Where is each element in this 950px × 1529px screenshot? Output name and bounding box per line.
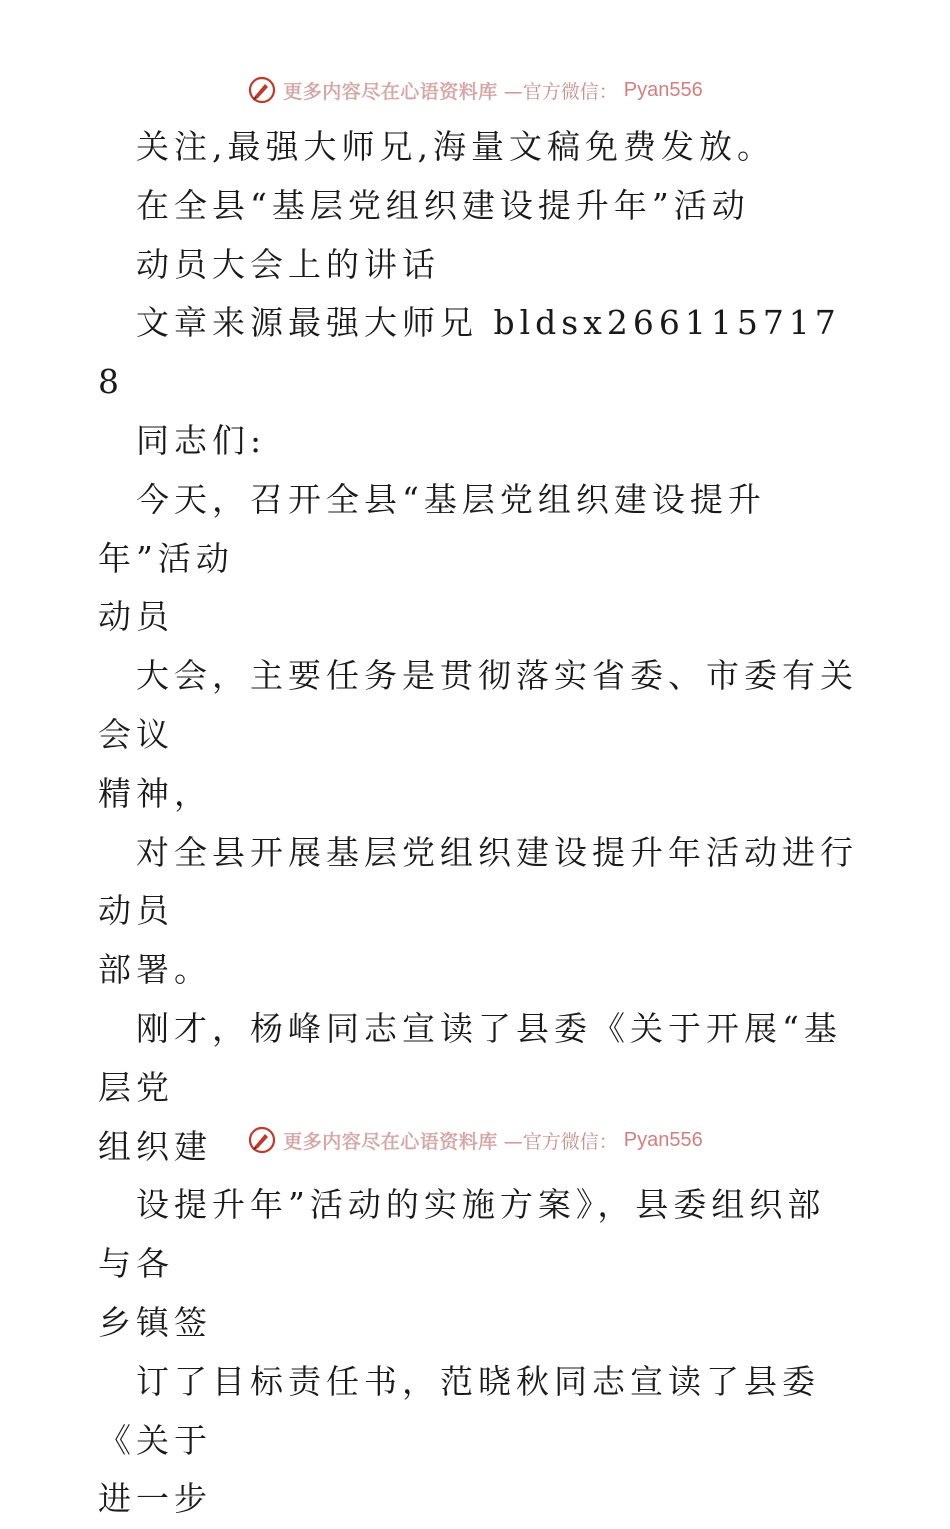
body-line-11: 部署。 (98, 950, 212, 990)
pen-logo-icon (247, 1125, 277, 1155)
body-line-12: 刚才，杨峰同志宣读了县委《关于开展“基层党 (98, 1008, 842, 1107)
body-line-2: 在全县“基层党组织建设提升年”活动 (136, 185, 750, 225)
footer-watermark-sub: —官方微信： (503, 1130, 618, 1153)
body-line-6: 今天，召开全县“基层党组织建设提升年”活动 (98, 479, 766, 578)
body-line-16: 订了目标责任书，范晓秋同志宣读了县委《关于 (98, 1361, 820, 1460)
body-line-9: 精神， (98, 773, 212, 813)
body-line-14: 设提升年”活动的实施方案》，县委组织部与各 (98, 1185, 826, 1284)
body-line-15: 乡镇签 (98, 1302, 212, 1342)
body-line-13: 组织建 (98, 1126, 212, 1166)
body-line-1: 关注,最强大师兄,海量文稿免费发放。 (136, 127, 775, 166)
body-line-17: 进一步 (98, 1479, 212, 1519)
header-watermark-id: Pyan556 (623, 78, 703, 101)
body-line-3: 动员大会上的讲话 (136, 244, 440, 284)
document-body (98, 118, 858, 1529)
header-watermark-main: 更多内容尽在心语资料库 (283, 80, 498, 103)
body-line-8: 大会，主要任务是贯彻落实省委、市委有关会议 (98, 656, 858, 754)
footer-watermark-id: Pyan556 (623, 1128, 703, 1151)
body-line-10: 对全县开展基层党组织建设提升年活动进行动员 (98, 832, 858, 931)
body-line-4: 文章来源最强大师兄 bldsx2661157178 (98, 303, 841, 402)
body-line-5: 同志们: (136, 420, 267, 460)
header-watermark (0, 70, 950, 110)
footer-watermark-main: 更多内容尽在心语资料库 (283, 1130, 498, 1153)
body-line-7: 动员 (98, 597, 174, 637)
pen-logo-icon (247, 75, 277, 105)
header-watermark-sub: —官方微信： (503, 80, 618, 103)
footer-watermark (0, 1120, 950, 1160)
